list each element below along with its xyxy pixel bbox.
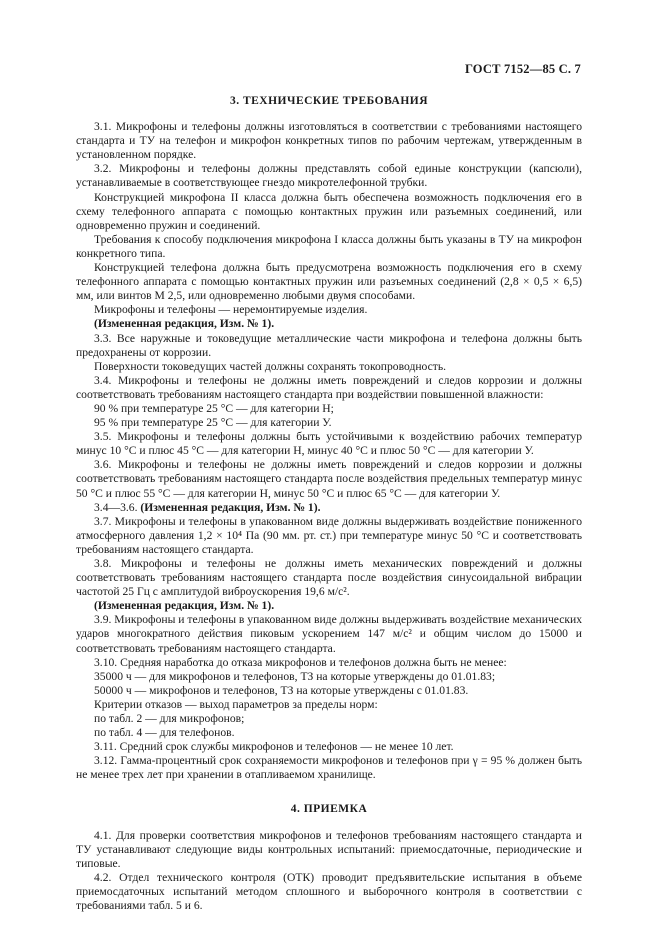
paragraph: 3.4—3.6. (Измененная редакция, Изм. № 1). xyxy=(94,500,321,514)
paragraph: по табл. 4 — для телефонов. xyxy=(94,726,235,740)
paragraph: 4.2. Отдел технического контроля (ОТК) проводит предъявительские испытания в объеме приемосдаточных испытаний методом сплошного и выборочного контроля в соответствии с требованиями табл. 5 и 6. xyxy=(76,870,582,913)
paragraph: 3.8. Микрофоны и телефоны не должны иметь механических повреждений и должны соответствовать требованиям настоящего стандарта после воздействия синусоидальной вибрации частотой 25 Гц с амплитудой виброускорения 19,6 м/с². xyxy=(76,557,582,599)
section-4-body xyxy=(76,829,582,914)
paragraph: 3.5. Микрофоны и телефоны должны быть устойчивыми к воздействию рабочих температур минус 10 °С и плюс 45 °С — для категории Н, минус 40 °С и плюс 50 °С — для категории У. xyxy=(76,430,582,458)
paragraph: 4.1. Для проверки соответствия микрофонов и телефонов требованиям настоящего стандарта и ТУ устанавливают следующие виды контрольных испытаний: приемосдаточные, периодические и типовые. xyxy=(76,828,582,870)
paragraph: 35000 ч — для микрофонов и телефонов, ТЗ на которые утверждены до 01.01.83; xyxy=(94,669,496,683)
paragraph: по табл. 2 — для микрофонов; xyxy=(94,712,245,726)
section-title: 3. ТЕХНИЧЕСКИЕ ТРЕБОВАНИЯ xyxy=(229,95,429,107)
paragraph: 3.7. Микрофоны и телефоны в упакованном виде должны выдерживать воздействие пониженного атмосферного давления 1,2 × 10⁴ Па (90 мм. рт. ст.) при температуре минус 50 °С и соответствовать требованиям настоящего стандарта. xyxy=(76,514,582,556)
paragraph: Микрофоны и телефоны — неремонтируемые изделия. xyxy=(94,303,368,317)
page-header: ГОСТ 7152—85 С. 7 xyxy=(464,62,581,76)
paragraph: 3.10. Средняя наработка до отказа микрофонов и телефонов должна быть не менее: xyxy=(94,655,507,669)
paragraph: 3.4. Микрофоны и телефоны не должны иметь повреждений и следов коррозии и должны соответствовать требованиям настоящего стандарта при воздействии повышенной влажности: xyxy=(76,373,582,401)
paragraph: (Измененная редакция, Изм. № 1). xyxy=(94,317,275,331)
paragraph: Конструкцией микрофона II класса должна быть обеспечена возможность подключения его в схему телефонного аппарата с помощью контактных пружин или разъемных соединений, или одновременно пружин и соединений. xyxy=(76,190,582,232)
paragraph: Критерии отказов — выход параметров за пределы норм: xyxy=(94,697,378,711)
paragraph: 90 % при температуре 25 °С — для категории Н; xyxy=(94,401,334,415)
paragraph: Конструкцией телефона должна быть предусмотрена возможность подключения его в схему телефонного аппарата с помощью контактных пружин или разъемных соединений (2,8 × 0,5 × 6,5) мм, или винтов М 2,5, или одновременно любыми двумя способами. xyxy=(76,261,582,303)
paragraph: 3.2. Микрофоны и телефоны должны представлять собой единые конструкции (капсюли), устанавливаемые в соответствующее гнездо микротелефонной трубки. xyxy=(76,162,582,190)
paragraph: 3.3. Все наружные и токоведущие металлические части микрофона и телефона должны быть предохранены от коррозии. xyxy=(76,331,582,359)
paragraph: 95 % при температуре 25 °С — для категории У. xyxy=(94,416,332,430)
section-title: 4. ПРИЕМКА xyxy=(290,802,368,815)
paragraph: 3.6. Микрофоны и телефоны не должны иметь повреждений и следов коррозии и должны соответствовать требованиям настоящего стандарта после воздействия предельных температур минус 50 °С и плюс 55 °С — для категории Н, минус 50 °С и плюс 65 °С — для категории У. xyxy=(76,458,582,500)
section-3-body xyxy=(76,120,582,782)
paragraph: 50000 ч — микрофонов и телефонов, ТЗ на которые утверждены с 01.01.83. xyxy=(94,683,469,697)
paragraph: 3.9. Микрофоны и телефоны в упакованном виде должны выдерживать воздействие механических ударов многократного действия пиковым ускорением 147 м/с² и общим числом до 15000 и соответствовать требованиям настоящего стандарта. xyxy=(76,613,582,655)
paragraph: 3.11. Средний срок службы микрофонов и телефонов — не менее 10 лет. xyxy=(94,740,454,754)
paragraph: 3.1. Микрофоны и телефоны должны изготовляться в соответствии с требованиями настоящего стандарта и ТУ на телефон и микрофон конкретных типов по рабочим чертежам, утвержденным в установленном порядке. xyxy=(76,120,582,162)
paragraph: 3.12. Гамма-процентный срок сохраняемости микрофонов и телефонов при γ = 95 % должен быть не менее трех лет при хранении в отапливаемом хранилище. xyxy=(76,754,582,782)
paragraph: (Измененная редакция, Изм. № 1). xyxy=(94,599,275,613)
paragraph: Требования к способу подключения микрофона I класса должны быть указаны в ТУ на микрофон конкретного типа. xyxy=(76,232,582,260)
document-body xyxy=(76,92,582,913)
paragraph: Поверхности токоведущих частей должны сохранять токопроводность. xyxy=(94,359,447,373)
